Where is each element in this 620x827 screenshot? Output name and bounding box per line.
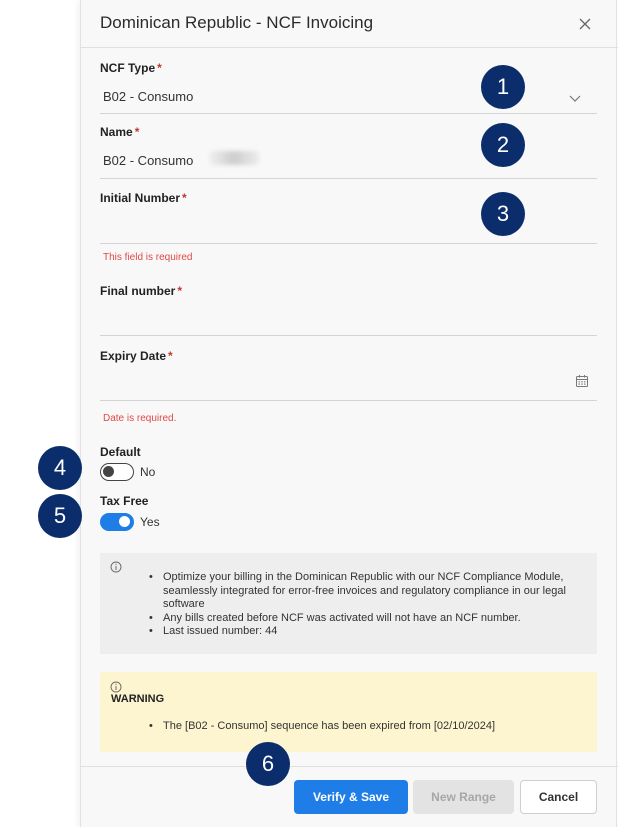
expiry-date-underline: [100, 400, 597, 401]
step-badge-3: 3: [481, 192, 525, 236]
name-input[interactable]: B02 - Consumo: [103, 153, 194, 168]
expiry-date-error: Date is required.: [103, 413, 177, 424]
final-number-underline: [100, 335, 597, 336]
final-number-label: Final number *: [100, 284, 183, 298]
chevron-down-icon[interactable]: [568, 91, 582, 101]
final-number-input[interactable]: [103, 312, 503, 328]
tax-free-toggle-state: Yes: [140, 515, 160, 529]
footer-divider: [81, 766, 618, 767]
step-badge-1: 1: [481, 65, 525, 109]
ncf-type-select[interactable]: B02 - Consumo: [103, 89, 194, 104]
ncf-dialog: [80, 0, 617, 827]
name-label: Name *: [100, 125, 140, 139]
toggle-knob: [119, 516, 130, 527]
info-list: [147, 571, 567, 639]
new-range-button[interactable]: New Range: [413, 780, 514, 814]
redacted-text: [209, 151, 259, 165]
expiry-date-input[interactable]: [103, 375, 503, 391]
ncf-type-underline: [100, 113, 597, 114]
initial-number-input[interactable]: [103, 219, 503, 235]
page-background: [0, 0, 80, 827]
verify-save-button[interactable]: Verify & Save: [294, 780, 408, 814]
default-label: Default: [100, 445, 141, 459]
name-underline: [100, 178, 597, 179]
info-icon: [110, 560, 122, 572]
warning-title: WARNING: [111, 693, 165, 705]
warning-item: • The [B02 - Consumo] sequence has been expired from [02/10/2024]: [147, 720, 567, 734]
toggle-knob: [103, 466, 114, 477]
tax-free-label: Tax Free: [100, 494, 149, 508]
close-icon[interactable]: [575, 14, 595, 34]
info-item: • Optimize your billing in the Dominican Republic with our NCF Compliance Module, seamlessly integrated for error-free invoices and regulatory compliance in our legal software: [147, 571, 567, 612]
initial-number-label: Initial Number *: [100, 191, 187, 205]
tax-free-toggle[interactable]: [100, 513, 134, 531]
ncf-type-label: NCF Type *: [100, 61, 162, 75]
default-toggle[interactable]: [100, 463, 134, 481]
warning-list: [147, 720, 567, 734]
info-item: • Last issued number: 44: [147, 625, 567, 639]
step-badge-6: 6: [246, 742, 290, 786]
step-badge-5: 5: [38, 494, 82, 538]
warning-box: [100, 672, 597, 752]
calendar-icon[interactable]: [575, 374, 589, 388]
step-badge-2: 2: [481, 123, 525, 167]
initial-number-error: This field is required: [103, 252, 193, 263]
step-badge-4: 4: [38, 446, 82, 490]
dialog-header: [81, 0, 618, 48]
default-toggle-state: No: [140, 465, 156, 479]
initial-number-underline: [100, 243, 597, 244]
info-item: • Any bills created before NCF was activated will not have an NCF number.: [147, 612, 567, 626]
dialog-title: Dominican Republic - NCF Invoicing: [100, 13, 374, 32]
cancel-button[interactable]: Cancel: [520, 780, 597, 814]
warning-info-icon: [110, 680, 122, 692]
expiry-date-label: Expiry Date *: [100, 349, 173, 363]
